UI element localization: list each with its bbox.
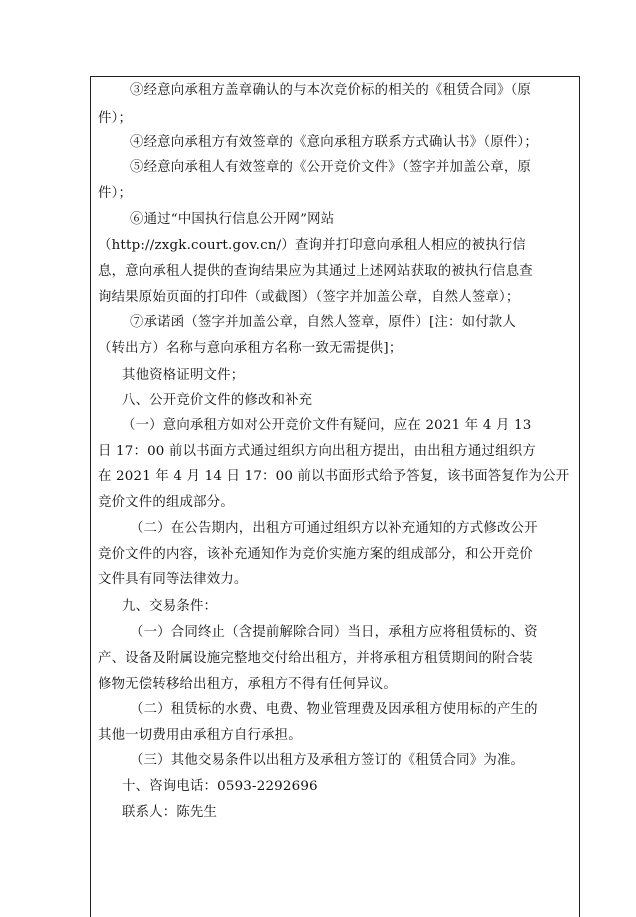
section-heading: 十、咨询电话：0593-2292696 bbox=[122, 779, 318, 794]
section-heading: 八、公开竞价文件的修改和补充 bbox=[122, 393, 313, 408]
text-line: 联系人：陈先生 bbox=[122, 805, 218, 820]
text-line: 日 17：00 前以书面方式通过组织方向出租方提出，由出租方通过组织方 bbox=[98, 444, 536, 459]
text-line: 其他资格证明文件； bbox=[122, 368, 245, 383]
text-line: 询结果原始页面的打印件（或截图）（签字并加盖公章，自然人签章）； bbox=[98, 290, 520, 305]
text-line: （一）合同终止（含提前解除合同）当日，承租方应将租赁标的、资 bbox=[130, 625, 538, 640]
text-line: 文件具有同等法律效力。 bbox=[98, 572, 248, 587]
text-line: （二）在公告期内，出租方可通过组织方以补充通知的方式修改公开 bbox=[130, 521, 538, 536]
text-line: 息，意向承租人提供的查询结果应为其通过上述网站获取的被执行信息查 bbox=[98, 264, 533, 279]
text-line: 件）； bbox=[98, 111, 133, 126]
text-line: ⑥通过“中国执行信息公开网”网站 bbox=[130, 212, 335, 227]
text-line: ⑦承诺函（签字并加盖公章，自然人签章，原件）[注：如付款人 bbox=[130, 315, 516, 330]
text-line: 修物无偿转移给出租方，承租方不得有任何异议。 bbox=[98, 677, 397, 692]
text-line: 竞价文件的组成部分。 bbox=[98, 495, 234, 510]
text-line: （一）意向承租方如对公开竞价文件有疑问，应在 2021 年 4 月 13 bbox=[122, 418, 532, 433]
text-line: ④经意向承租方有效签章的《意向承租方联系方式确认书》（原件）； bbox=[130, 135, 538, 150]
text-line: （二）租赁标的水费、电费、物业管理费及因承租方使用标的产生的 bbox=[130, 702, 538, 717]
text-line: 产、设备及附属设施完整地交付给出租方，并将承租方租赁期间的附合装 bbox=[98, 651, 533, 666]
text-line: 在 2021 年 4 月 14 日 17：00 前以书面形式给予答复，该书面答复作为公开 bbox=[98, 469, 570, 484]
text-line: （http://zxgk.court.gov.cn/）查询并打印意向承租人相应的被执行信 bbox=[98, 238, 526, 253]
text-line: 其他一切费用由承租方自行承担。 bbox=[98, 728, 302, 743]
text-line: ⑤经意向承租人有效签章的《公开竞价文件》（签字并加盖公章，原 bbox=[130, 160, 532, 175]
text-line: 件）； bbox=[98, 186, 133, 201]
section-heading: 九、交易条件： bbox=[122, 599, 218, 614]
text-line: （三）其他交易条件以出租方及承租方签订的《租赁合同》为准。 bbox=[130, 753, 525, 768]
text-line: ③经意向承租方盖章确认的与本次竞价标的相关的《租赁合同》（原 bbox=[130, 83, 532, 98]
text-line: 竞价文件的内容，该补充通知作为竞价实施方案的组成部分，和公开竞价 bbox=[98, 547, 533, 562]
text-line: （转出方）名称与意向承租方名称一致无需提供]； bbox=[98, 341, 403, 356]
